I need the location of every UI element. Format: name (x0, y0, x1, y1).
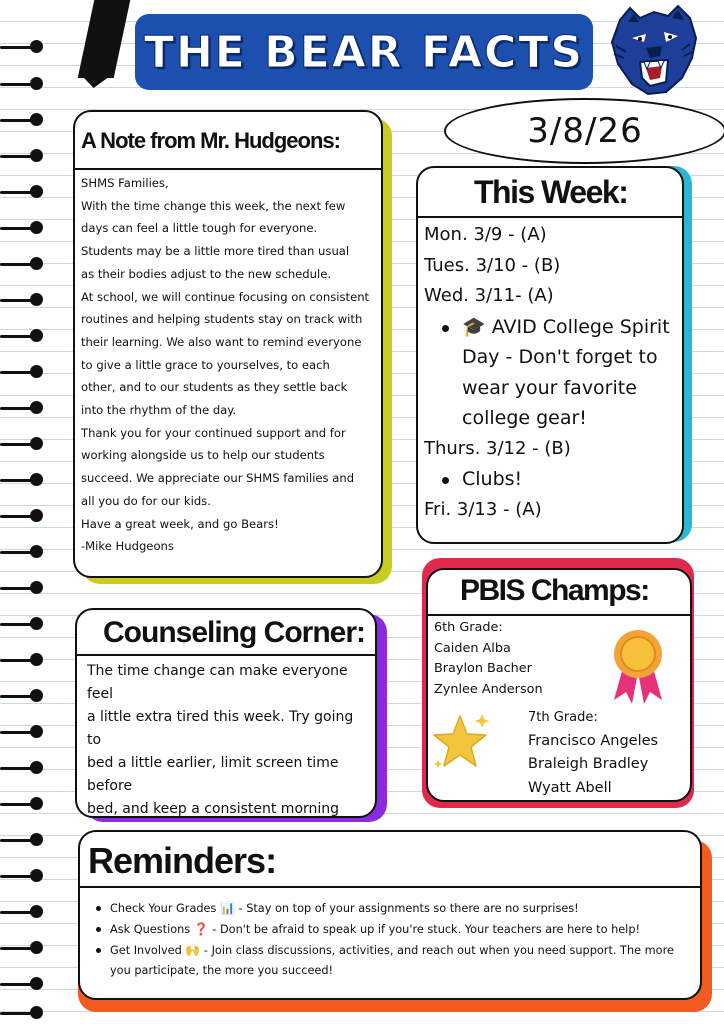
reminders-header (80, 832, 700, 888)
newsletter-title: THE BEAR FACTS (143, 26, 585, 78)
reminder-ask-questions: Ask Questions (110, 923, 191, 936)
grade7-student: Wyatt Abell (528, 779, 612, 796)
award-ribbon-icon (610, 628, 666, 706)
bookmark-ribbon (78, 0, 131, 78)
wednesday-events (424, 312, 674, 434)
schedule-tuesday: Tues. 3/10 - (B) (424, 254, 561, 276)
reminder-text: - Don't be afraid to speak up if you're stuck. Your teachers are here to help! (208, 923, 641, 936)
grade6-label: 6th Grade: (434, 620, 503, 635)
star-icon (430, 710, 494, 774)
spiral-ring (0, 437, 44, 451)
reminder-item (110, 940, 686, 981)
spiral-ring (0, 113, 44, 127)
spiral-ring (0, 689, 44, 703)
note-line: their learning. We also want to remind everyone (81, 334, 362, 349)
note-line: At school, we will continue focusing on consistent (81, 289, 370, 304)
counseling-line: bed a little earlier, limit screen time before (87, 755, 339, 794)
reminder-get-involved: Get Involved (110, 944, 182, 957)
spiral-ring (0, 1006, 44, 1020)
avid-line: AVID College Spirit (491, 315, 670, 338)
newsletter-date: 3/8/26 (527, 111, 643, 151)
raised-hands-icon: 🙌 (185, 943, 201, 957)
avid-line: wear your favorite (462, 376, 637, 399)
spiral-ring (0, 401, 44, 415)
note-line: days can feel a little tough for everyone. (81, 221, 318, 236)
avid-line: Day - Don't forget to (462, 346, 658, 368)
title-banner (135, 14, 593, 90)
note-line: SHMS Families, (81, 176, 169, 190)
spiral-ring (0, 941, 44, 955)
reminder-item (110, 898, 686, 919)
reminders-card (78, 830, 702, 1000)
grade7-student: Braleigh Bradley (528, 756, 649, 772)
spiral-ring (0, 77, 44, 91)
spiral-ring (0, 293, 44, 307)
counseling-header (77, 610, 375, 656)
spiral-ring (0, 869, 44, 883)
note-signature: -Mike Hudgeons (81, 539, 174, 554)
grade7-list (528, 706, 658, 800)
reminders-title: Reminders: (88, 840, 277, 881)
spiral-ring (0, 40, 44, 54)
counseling-body (87, 660, 367, 818)
note-line: all you do for our kids. (81, 493, 211, 508)
date-badge (444, 98, 724, 164)
note-line: other, and to our students as they settle back (81, 380, 348, 395)
counseling-line: The time change can make everyone feel (87, 663, 348, 702)
spiral-ring (0, 545, 44, 559)
spiral-ring (0, 725, 44, 739)
spiral-ring (0, 653, 44, 667)
spiral-ring (0, 905, 44, 919)
principal-note-title: A Note from Mr. Hudgeons: (81, 128, 340, 153)
spiral-ring (0, 329, 44, 343)
avid-spirit-day-item (462, 312, 674, 434)
grade6-student: Braylon Bacher (434, 661, 532, 676)
thursday-events (424, 464, 674, 495)
spiral-ring (0, 185, 44, 199)
principal-note-body (81, 172, 373, 558)
principal-note-header (75, 112, 381, 170)
note-line: as their bodies adjust to the new schedule. (81, 266, 332, 281)
reminders-list (92, 898, 686, 981)
schedule-wednesday: Wed. 3/11- (A) (424, 285, 554, 306)
principal-note-card (73, 110, 383, 578)
grade6-student: Caiden Alba (434, 640, 511, 656)
avid-line: college gear! (462, 407, 587, 429)
spiral-ring (0, 833, 44, 847)
schedule-thursday: Thurs. 3/12 - (B) (424, 437, 571, 459)
schedule-monday: Mon. 3/9 - (A) (424, 224, 547, 245)
grade7-student: Francisco Angeles (528, 732, 659, 749)
spiral-ring (0, 365, 44, 379)
this-week-schedule (424, 220, 674, 525)
grade6-list (434, 618, 543, 700)
pbis-header (428, 570, 690, 616)
schedule-friday: Fri. 3/13 - (A) (424, 498, 542, 520)
spiral-ring (0, 617, 44, 631)
note-line: working alongside us to help our students (81, 448, 325, 463)
reminder-text: - Stay on top of your assignments so there are no surprises! (234, 902, 579, 915)
counseling-line: bed, and keep a consistent morning (87, 801, 340, 817)
note-line: Thank you for your continued support and for (81, 425, 346, 440)
note-line: routines and helping students stay on track with (81, 312, 363, 327)
note-line: Students may be a little more tired than usual (81, 244, 350, 259)
spiral-ring (0, 977, 44, 991)
pbis-champs-card (426, 568, 692, 802)
spiral-ring (0, 761, 44, 775)
reminder-text: you participate, the more you succeed! (110, 964, 334, 977)
spiral-ring (0, 221, 44, 235)
reminder-check-grades: Check Your Grades (110, 902, 217, 915)
spiral-ring (0, 581, 44, 595)
spiral-ring (0, 509, 44, 523)
note-line: to give a little grace to yourselves, to each (81, 357, 330, 372)
question-mark-icon: ❓ (193, 922, 209, 936)
reminder-text: - Join class discussions, activities, and reach out when you need support. The more (200, 944, 674, 957)
spiral-ring (0, 149, 44, 163)
note-line: into the rhythm of the day. (81, 403, 237, 418)
this-week-card (416, 166, 684, 544)
counseling-line: a little extra tired this week. Try going to (87, 709, 354, 748)
spiral-ring (0, 797, 44, 811)
reminder-item (110, 919, 686, 940)
grade6-student: Zynlee Anderson (434, 681, 543, 697)
bear-mascot-icon (606, 2, 702, 96)
pbis-title: PBIS Champs: (460, 574, 649, 607)
note-line: With the time change this week, the next few (81, 198, 346, 213)
spiral-ring (0, 257, 44, 271)
counseling-title: Counseling Corner: (103, 616, 366, 649)
note-line: succeed. We appreciate our SHMS families and (81, 471, 355, 486)
counseling-card (75, 608, 377, 818)
note-line: Have a great week, and go Bears! (81, 516, 279, 531)
this-week-title: This Week: (474, 174, 628, 210)
bar-chart-icon: 📊 (219, 901, 235, 915)
this-week-header (418, 168, 682, 218)
grade7-label: 7th Grade: (528, 710, 598, 725)
spiral-ring (0, 473, 44, 487)
clubs-item: Clubs! (462, 464, 674, 495)
graduation-cap-icon: 🎓 (462, 315, 486, 338)
